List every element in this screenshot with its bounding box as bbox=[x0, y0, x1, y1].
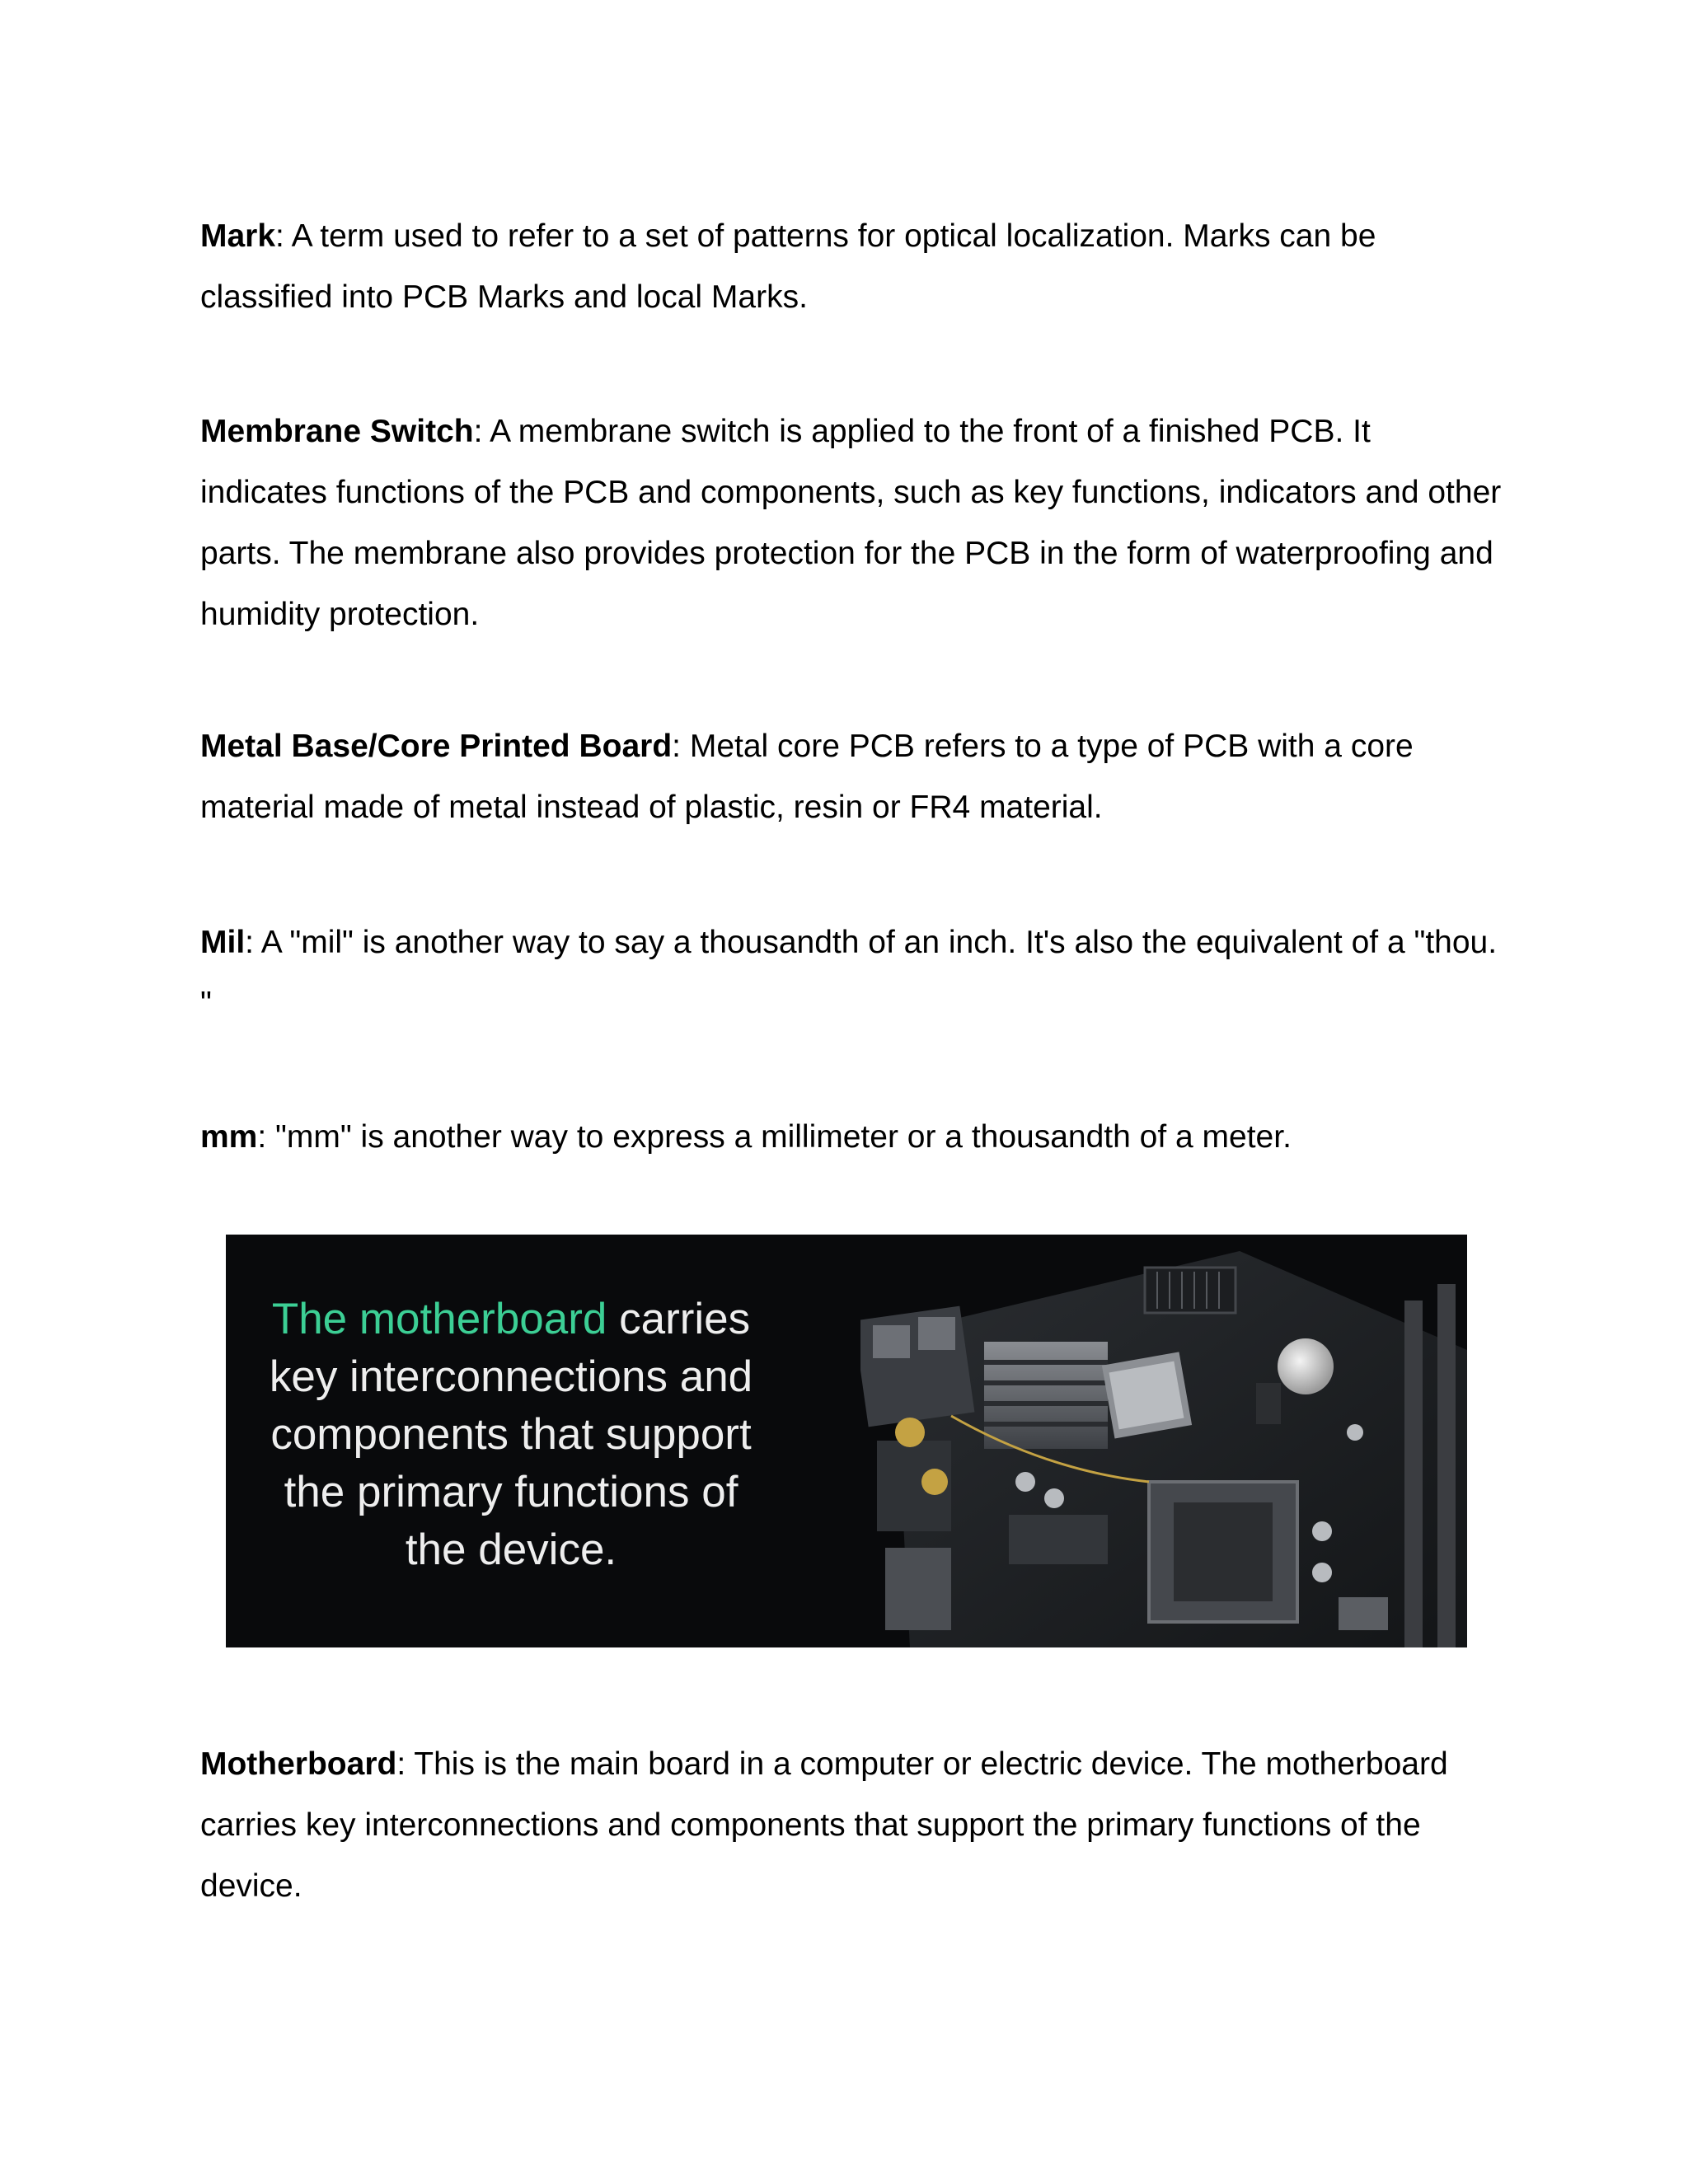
motherboard-banner-image bbox=[226, 1235, 1467, 1647]
definition-mil: : A "mil" is another way to say a thousandth of an inch. It's also the equivalent of a "thou. " bbox=[200, 925, 1498, 1021]
entry-metal-core-board bbox=[200, 716, 1503, 838]
term-motherboard: Motherboard bbox=[200, 1746, 397, 1782]
banner-highlight: The motherboard bbox=[271, 1295, 607, 1343]
entry-mm bbox=[200, 1107, 1503, 1168]
entry-membrane-switch bbox=[200, 401, 1503, 645]
term-mm: mm bbox=[200, 1119, 258, 1155]
term-membrane-switch: Membrane Switch bbox=[200, 414, 474, 449]
banner-caption-text: carries key interconnections and components that support the primary functions of the device. bbox=[269, 1295, 753, 1574]
definition-motherboard: : This is the main board in a computer or electric device. The motherboard carries key interconnections and components that support the primary functions of the device. bbox=[200, 1746, 1448, 1904]
definition-mm: : "mm" is another way to express a millimeter or a thousandth of a meter. bbox=[257, 1119, 1292, 1155]
definition-membrane-switch: : A membrane switch is applied to the front of a finished PCB. It indicates functions of the PCB and components, such as key functions, indicators and other parts. The membrane also provides protection for the PCB in the form of waterproofing and humidity protection. bbox=[200, 414, 1502, 632]
definition-metal-core-board: : Metal core PCB refers to a type of PCB with a core material made of metal instead of plastic, resin or FR4 material. bbox=[200, 729, 1414, 825]
motherboard-illustration bbox=[860, 1235, 1467, 1647]
term-mil: Mil bbox=[200, 925, 246, 960]
entry-motherboard bbox=[200, 1734, 1503, 1917]
banner-caption bbox=[259, 1291, 763, 1579]
term-metal-core-board: Metal Base/Core Printed Board bbox=[200, 729, 673, 764]
term-mark: Mark bbox=[200, 218, 276, 254]
entry-mil bbox=[200, 912, 1503, 1034]
entry-mark bbox=[200, 206, 1503, 328]
definition-mark: : A term used to refer to a set of patterns for optical localization. Marks can be classified into PCB Marks and local Marks. bbox=[200, 218, 1376, 315]
